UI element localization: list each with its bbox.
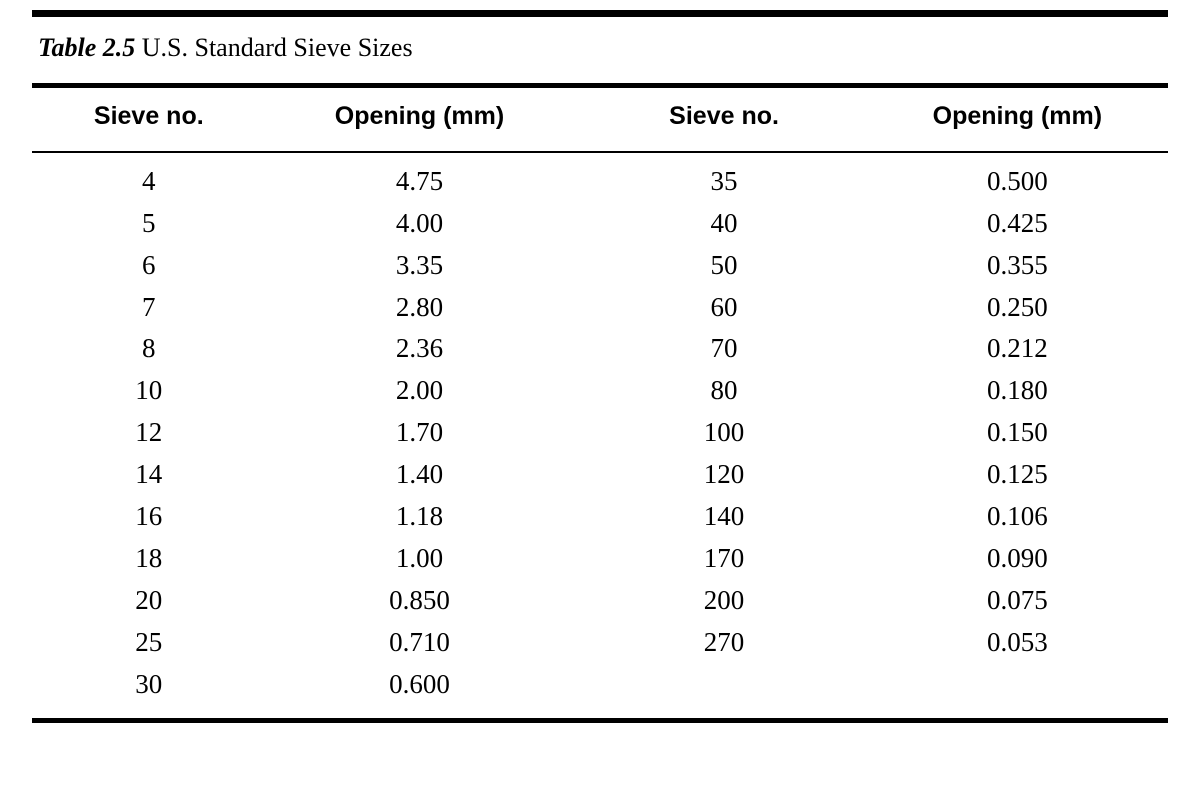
table-header: [36, 88, 1164, 145]
table-row: [36, 245, 1164, 287]
column-header-opening-left: Opening (mm): [334, 101, 505, 130]
table-cell: 0.850: [389, 584, 450, 615]
table-row: [36, 622, 1164, 664]
table-cell: 12: [135, 417, 163, 448]
table-cell: 270: [703, 626, 745, 657]
table-cell: 140: [703, 501, 745, 532]
table-cell: 100: [703, 417, 745, 448]
table-cell: 0.425: [986, 207, 1048, 238]
column-header-sieve-no-right: Sieve no.: [669, 101, 779, 130]
table-row: [36, 580, 1164, 622]
table-cell: 0.500: [986, 165, 1048, 196]
table-row: [36, 287, 1164, 329]
table-cell: 6: [142, 249, 156, 280]
table-body: [36, 161, 1164, 706]
table-row: [36, 496, 1164, 538]
table-cell: 7: [142, 291, 156, 322]
table-cell: 60: [710, 291, 738, 322]
table-cell: 4.75: [395, 165, 444, 196]
table-page: [0, 10, 1200, 806]
table-row: [36, 538, 1164, 580]
table-body-area: [32, 153, 1168, 710]
table-number: Table 2.5: [38, 33, 136, 62]
table-cell: 2.00: [395, 375, 444, 406]
table-row: [36, 454, 1164, 496]
table-title: U.S. Standard Sieve Sizes: [141, 33, 413, 62]
table-cell: 35: [710, 165, 738, 196]
column-header-opening-right: Opening (mm): [932, 101, 1103, 130]
table-row: [36, 370, 1164, 412]
table-cell: 0.250: [986, 291, 1048, 322]
bottom-rule: [32, 718, 1168, 723]
table-cell: 2.80: [395, 291, 444, 322]
table-cell: 40: [710, 207, 738, 238]
table-cell: 0.710: [389, 626, 450, 657]
table-caption: [32, 17, 1168, 75]
table-cell: 0.212: [986, 333, 1048, 364]
table-cell: 0.125: [986, 459, 1048, 490]
table-cell: 120: [703, 459, 745, 490]
table-cell: 0.090: [986, 542, 1048, 573]
table-cell: 16: [135, 501, 163, 532]
table-cell: 80: [710, 375, 738, 406]
table-row: [36, 412, 1164, 454]
table-header-area: [32, 88, 1168, 145]
table-row: [36, 328, 1164, 370]
table-cell: 20: [135, 584, 163, 615]
table-cell: 2.36: [395, 333, 444, 364]
table-cell: 1.40: [395, 459, 444, 490]
table-cell: 30: [135, 668, 163, 699]
table-cell: 0.075: [986, 584, 1048, 615]
table-cell: 4: [142, 165, 156, 196]
table-cell: 0.053: [986, 626, 1048, 657]
table-cell: 170: [703, 542, 745, 573]
table-row: [36, 664, 1164, 706]
table-cell: 8: [142, 333, 156, 364]
table-cell: 0.355: [986, 249, 1048, 280]
table-cell: 14: [135, 459, 163, 490]
table-cell: 70: [710, 333, 738, 364]
table-cell: 1.18: [395, 501, 444, 532]
table-row: [36, 161, 1164, 203]
table-cell: 4.00: [395, 207, 444, 238]
table-cell: 1.70: [395, 417, 444, 448]
table-cell: 10: [135, 375, 163, 406]
table-cell: [871, 664, 1164, 706]
table-cell: 18: [135, 542, 163, 573]
table-cell: 50: [710, 249, 738, 280]
table-cell: 200: [703, 584, 745, 615]
table-cell: 3.35: [395, 249, 444, 280]
table-cell: 5: [142, 207, 156, 238]
table-body-rows: [36, 161, 1164, 706]
table-cell: 0.106: [986, 501, 1048, 532]
header-row: [36, 88, 1164, 145]
column-header-sieve-no-left: Sieve no.: [93, 101, 204, 130]
top-rule: [32, 10, 1168, 17]
table-row: [36, 203, 1164, 245]
table-cell: 0.180: [986, 375, 1048, 406]
table-cell: [577, 664, 870, 706]
table-cell: 1.00: [395, 542, 444, 573]
table-cell: 25: [135, 626, 163, 657]
table-cell: 0.600: [389, 668, 450, 699]
table-cell: 0.150: [986, 417, 1048, 448]
